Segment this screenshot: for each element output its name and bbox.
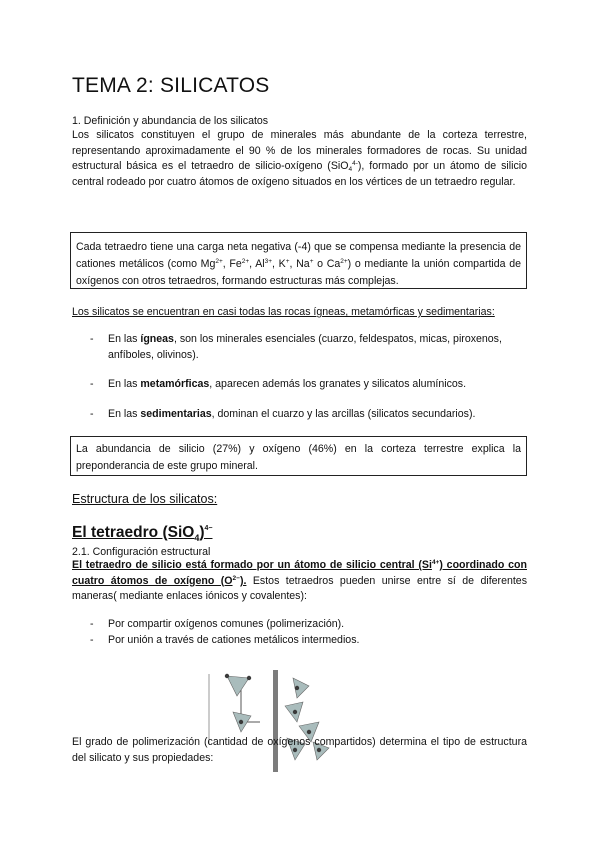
charge-note-box — [70, 232, 527, 289]
box1-sup: 2+ — [215, 258, 223, 265]
rock-pre: En las — [108, 333, 141, 345]
oxygen-node — [225, 674, 229, 678]
rock-post: , aparecen además los granates y silicatos alumínicos. — [209, 378, 467, 390]
bold-text: ). — [239, 574, 247, 587]
rock-list — [90, 332, 527, 422]
rock-item-metamorficas — [90, 377, 527, 393]
rock-post: , son los minerales esenciales (cuarzo, feldespatos, micas, piroxenos, anfíboles, olivinos). — [108, 333, 502, 361]
box1-sup: 2+ — [340, 258, 348, 265]
oxygen-node — [247, 676, 251, 680]
rock-pre: En las — [108, 378, 141, 390]
para-superscript: 4- — [352, 160, 358, 168]
bold-sup: 2− — [232, 574, 240, 582]
rock-item-sedimentarias — [90, 407, 527, 423]
box1-text: , K — [272, 258, 286, 270]
abundance-note-box: La abundancia de silicio (27%) y oxígeno (46%) en la corteza terrestre explica la preponderancia de este grupo mineral. — [70, 436, 527, 476]
union-item: - Por compartir oxígenos comunes (polimerización). — [90, 617, 527, 633]
heading-text: ) — [199, 524, 205, 541]
section-1-heading: 1. Definición y abundancia de los silicatos — [72, 115, 269, 127]
heading-sub: 4 — [194, 533, 200, 544]
rock-item-igneas — [90, 332, 527, 363]
rock-post: , dominan el cuarzo y las arcillas (silicatos secundarios). — [211, 407, 476, 420]
polymerization-paragraph: El grado de polimerización (cantidad de oxígenos compartidos) determina el tipo de estructura del silicato y sus propiedades: — [72, 736, 527, 764]
box1-text: , Na — [289, 258, 310, 270]
box1-sup: 3+ — [264, 258, 273, 265]
box1-text-a: Cada tetraedro tiene una carga neta negativa (-4) que se compensa mediante la presencia de cationes metálicos (como Mg — [76, 241, 521, 270]
rock-type: metamórficas — [140, 378, 210, 390]
box1-text: o Ca — [313, 258, 341, 270]
oxygen-node — [295, 686, 299, 690]
para-subscript: 4 — [348, 166, 353, 174]
box1-text: ) o mediante la unión compartida de oxígenos con otros tetraedros, formando estructuras más complejas. — [76, 258, 522, 287]
subsection-heading: 2.1. Configuración estructural — [72, 546, 211, 558]
oxygen-node — [239, 720, 243, 724]
heading-sup: 4− — [204, 525, 213, 532]
box1-text: , Al — [249, 258, 265, 270]
para-text-b: ), formado por un átomo de silicio central rodeado por cuatro átomos de oxígeno situados en los vértices de un tetraedro regular. — [72, 160, 527, 188]
rock-type: ígneas — [140, 333, 174, 345]
tetrahedron-paragraph — [72, 558, 527, 605]
bold-text: ) coordinado con cuatro átomos de oxígeno (O — [72, 559, 527, 587]
bold-text: El tetraedro de silicio está formado por un átomo de silicio central (Si — [72, 559, 432, 571]
rocks-intro: Los silicatos se encuentran en casi todas las rocas ígneas, metamórficas y sedimentarias: — [72, 306, 495, 318]
oxygen-node — [293, 710, 297, 714]
page-title: TEMA 2: SILICATOS — [72, 74, 270, 97]
bold-sup: 4+ — [431, 559, 440, 566]
section-1-paragraph — [72, 128, 527, 190]
plain-text: Estos tetraedros pueden unirse entre sí de diferentes maneras( mediante enlaces iónicos y covalentes): — [72, 574, 527, 603]
tetrahedron-heading — [72, 524, 212, 543]
box1-sup: 2+ — [241, 258, 250, 265]
rock-type: sedimentarias — [140, 407, 212, 420]
box1-sup: + — [285, 258, 290, 265]
structure-heading: Estructura de los silicatos: — [72, 492, 218, 506]
rock-pre: En las — [108, 407, 141, 420]
union-list — [90, 617, 527, 648]
para-text-a: Los silicatos constituyen el grupo de minerales más abundante de la corteza terrestre, representando aproximadamente el 90 % de los minerales formadores de rocas. Su unidad estructural básica es el tetraedro de silicio-oxígeno (SiO — [72, 129, 527, 173]
union-item: - Por unión a través de cationes metálicos intermedios. — [90, 633, 527, 649]
heading-text: El tetraedro (SiO — [72, 524, 195, 541]
box1-text: , Fe — [222, 258, 242, 270]
box1-sup: + — [309, 258, 314, 265]
tetrahedron-shape — [227, 676, 249, 696]
